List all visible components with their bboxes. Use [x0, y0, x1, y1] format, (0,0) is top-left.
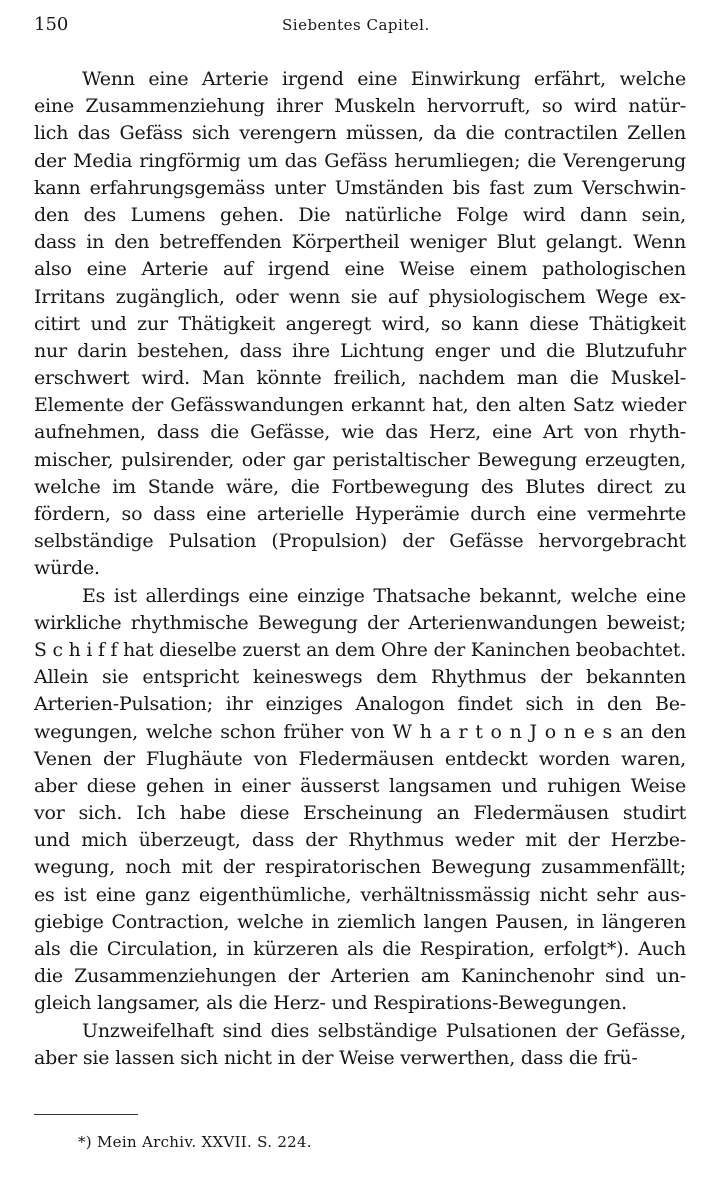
page-header — [34, 14, 686, 52]
text-line: vor sich. Ich habe diese Erscheinung an Fledermäusen studirt — [34, 802, 686, 825]
text-line: lich das Gefäss sich verengern müssen, da die contractilen Zellen — [34, 122, 686, 145]
text-line: es ist eine ganz eigenthümliche, verhältnissmässig nicht sehr aus- — [34, 883, 686, 906]
text-line: die Zusammenziehungen der Arterien am Kaninchenohr sind un- — [34, 965, 686, 988]
text-line: aufnehmen, dass die Gefässe, wie das Herz, eine Art von rhyth- — [34, 421, 686, 444]
text-line: Es ist allerdings eine einzige Thatsache bekannt, welche eine — [82, 584, 686, 607]
text-line: aber diese gehen in einer äusserst langsamen und ruhigen Weise — [34, 774, 686, 797]
body-text — [34, 66, 686, 1072]
text-line: Arterien-Pulsation; ihr einziges Analogon findet sich in den Be- — [34, 693, 686, 716]
text-line: mischer, pulsirender, oder gar peristaltischer Bewegung erzeugten, — [34, 448, 686, 471]
text-line: Elemente der Gefässwandungen erkannt hat, den alten Satz wieder — [34, 394, 686, 417]
text-line: würde. — [34, 557, 100, 580]
text-line: citirt und zur Thätigkeit angeregt wird, so kann diese Thätigkeit — [34, 312, 686, 335]
text-line: wirkliche rhythmische Bewegung der Arterienwandungen beweist; — [34, 611, 686, 634]
text-line: den des Lumens gehen. Die natürliche Folge wird dann sein, — [34, 203, 686, 226]
text-line: nur darin bestehen, dass ihre Lichtung enger und die Blutzufuhr — [34, 339, 686, 362]
text-line: Unzweifelhaft sind dies selbständige Pulsationen der Gefässe, — [82, 1019, 686, 1042]
text-line: welche im Stande wäre, die Fortbewegung des Blutes direct zu — [34, 475, 686, 498]
text-line: Venen der Flughäute von Fledermäusen entdeckt worden waren, — [34, 747, 686, 770]
text-line: als die Circulation, in kürzeren als die Respiration, erfolgt*). Auch — [34, 938, 686, 960]
text-line: Wenn eine Arterie irgend eine Einwirkung erfährt, welche — [82, 68, 686, 90]
text-line: also eine Arterie auf irgend eine Weise einem pathologischen — [34, 258, 686, 281]
text-line: kann erfahrungsgemäss unter Umständen bis fast zum Verschwin- — [34, 176, 686, 199]
text-line: S c h i f f hat dieselbe zuerst an dem Ohre der Kaninchen beobachtet. — [34, 639, 686, 661]
paragraph — [34, 1018, 686, 1072]
text-line: selbständige Pulsation (Propulsion) der Gefässe hervorgebracht — [34, 530, 686, 553]
running-title: Siebentes Capitel. — [282, 16, 430, 34]
footnote-divider — [34, 1114, 138, 1115]
text-line: gleich langsamer, als die Herz- und Respirations-Bewegungen. — [34, 992, 627, 1015]
text-line: eine Zusammenziehung ihrer Muskeln hervorruft, so wird natür- — [34, 95, 686, 118]
page-number: 150 — [34, 14, 69, 35]
text-line: giebige Contraction, welche in ziemlich langen Pausen, in längeren — [34, 910, 686, 933]
paragraph — [34, 583, 686, 1018]
text-line: wegungen, welche schon früher von W h a r t o n J o n e s an den — [34, 720, 686, 743]
text-line: und mich überzeugt, dass der Rhythmus weder mit der Herzbe- — [34, 829, 686, 852]
footnote: *) Mein Archiv. XXVII. S. 224. — [78, 1132, 312, 1151]
text-line: fördern, so dass eine arterielle Hyperämie durch eine vermehrte — [34, 503, 686, 525]
text-line: wegung, noch mit der respiratorischen Bewegung zusammenfällt; — [34, 856, 686, 879]
text-line: der Media ringförmig um das Gefäss herumliegen; die Verengerung — [34, 149, 686, 172]
text-line: aber sie lassen sich nicht in der Weise verwerthen, dass die frü- — [34, 1046, 638, 1069]
text-line: erschwert wird. Man könnte freilich, nachdem man die Muskel- — [34, 367, 686, 390]
paragraph — [34, 66, 686, 583]
text-line: Allein sie entspricht keineswegs dem Rhythmus der bekannten — [34, 666, 686, 689]
text-line: dass in den betreffenden Körpertheil weniger Blut gelangt. Wenn — [34, 231, 686, 254]
text-line: Irritans zugänglich, oder wenn sie auf physiologischem Wege ex- — [34, 285, 686, 308]
